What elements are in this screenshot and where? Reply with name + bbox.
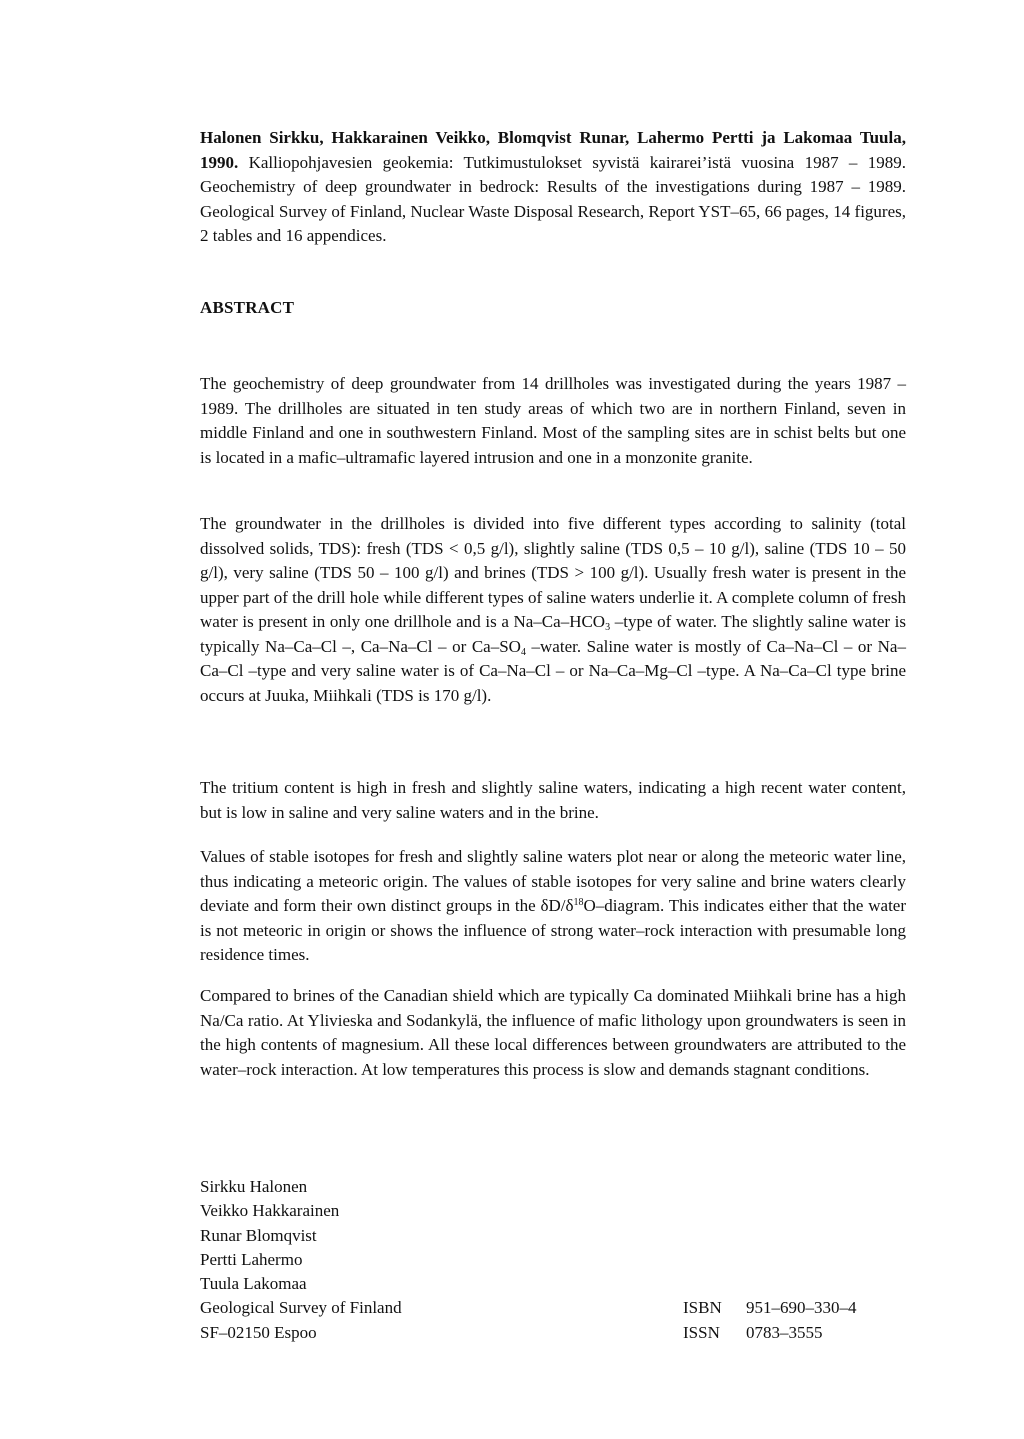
isbn-label: ISBN — [683, 1298, 722, 1318]
author-name: Sirkku Halonen — [200, 1177, 308, 1196]
p2-text-a: The groundwater in the drillholes is divided into five different types according to salinity (total dissolved solids, TDS): fresh (TDS < 0,5 g/l), slightly saline (TDS 0,5 – 10 g/l), saline (TDS 10 – 50 g/l), very saline (TDS 50 – 100 g/l) and brines (TDS > 100 g/l). Usually fresh water is present in the upper part of the drill hole while different types of saline waters underlie it. A complete column of fresh water is present in only one drillhole and is a Na–Ca–HCO — [200, 514, 906, 631]
issn-value: 0783–3555 — [746, 1322, 823, 1342]
p2-subscript-2: 4 — [520, 646, 526, 658]
abstract-paragraph-1: The geochemistry of deep groundwater from 14 drillholes was investigated during the years 1987 – 1989. The drillholes are situated in ten study areas of which two are in northern Finland, seven in middle Finland and one in southwestern Finland. Most of the sampling sites are in schist belts but one is located in a mafic–ultramafic layered intrusion and one in a monzonite granite. — [200, 374, 906, 467]
p2-text-b: –type of water. The slightly saline water is typically Na–Ca–Cl –, Ca–Na–Cl – or Ca–SO — [200, 612, 906, 656]
abstract-paragraph-3: The tritium content is high in fresh and slightly saline waters, indicating a high recent water content, but is low in saline and very saline waters and in the brine. — [200, 778, 906, 822]
p2-subscript-1: 3 — [605, 622, 611, 633]
address-line — [200, 1321, 906, 1345]
citation-body: Kalliopohjavesien geokemia: Tutkimustulokset syvistä kairarei’istä vuosina 1987 – 1989. Geochemistry of deep groundwater in bedrock: Results of the investigations during 1987 – 1989. Geological Survey of Finland, Nuclear Waste Disposal Research, Report YST–65, 66 pages, 14 figures, 2 tables and 16 appendices. — [200, 152, 907, 245]
address: SF–02150 Espoo — [200, 1322, 317, 1342]
author-name: Veikko Hakkarainen — [200, 1201, 340, 1221]
institution: Geological Survey of Finland — [200, 1298, 402, 1318]
author-block — [200, 1175, 906, 1345]
author-name: Pertti Lahermo — [200, 1249, 303, 1269]
isbn-value: 951–690–330–4 — [746, 1298, 857, 1318]
isbn-entry — [683, 1296, 857, 1320]
bibliographic-citation — [200, 126, 906, 249]
p4-superscript: 18 — [573, 897, 584, 908]
p2-text-c: –water. Saline water is mostly of Ca–Na–Cl – or Na–Ca–Cl –type and very saline water is of Ca–Na–Cl – or Na–Ca–Mg–Cl –type. A Na–Ca–Cl type brine occurs at Juuka, Miihkali (TDS is 170 g/l). — [200, 636, 906, 705]
citation-authors: Halonen Sirkku, Hakkarainen Veikko, Blomqvist Runar, Lahermo Pertti ja Lakomaa Tuula, 1990. — [200, 128, 906, 172]
issn-label: ISSN — [683, 1322, 720, 1342]
author-name: Tuula Lakomaa — [200, 1274, 307, 1294]
institution-line — [200, 1296, 906, 1320]
abstract-paragraph-5: Compared to brines of the Canadian shield which are typically Ca dominated Miihkali brine has a high Na/Ca ratio. At Ylivieska and Sodankylä, the influence of mafic lithology upon groundwaters is seen in the high contents of magnesium. All these local differences between groundwaters are attributed to the water–rock interaction. At low temperatures this process is slow and demands stagnant conditions. — [200, 986, 906, 1079]
abstract-heading: ABSTRACT — [200, 298, 295, 317]
issn-entry — [683, 1321, 823, 1345]
author-name: Runar Blomqvist — [200, 1225, 317, 1245]
abstract-paragraph-4 — [200, 845, 906, 968]
abstract-paragraph-2 — [200, 512, 906, 708]
p4-text-b: O–diagram. This indicates either that the water is not meteoric in origin or shows the influence of strong water–rock interaction with presumable long residence times. — [200, 896, 906, 964]
p4-text-a: Values of stable isotopes for fresh and slightly saline waters plot near or along the meteoric water line, thus indicating a meteoric origin. The values of stable isotopes for very saline and brine waters clearly deviate and form their own distinct groups in the δD/δ — [200, 847, 906, 915]
